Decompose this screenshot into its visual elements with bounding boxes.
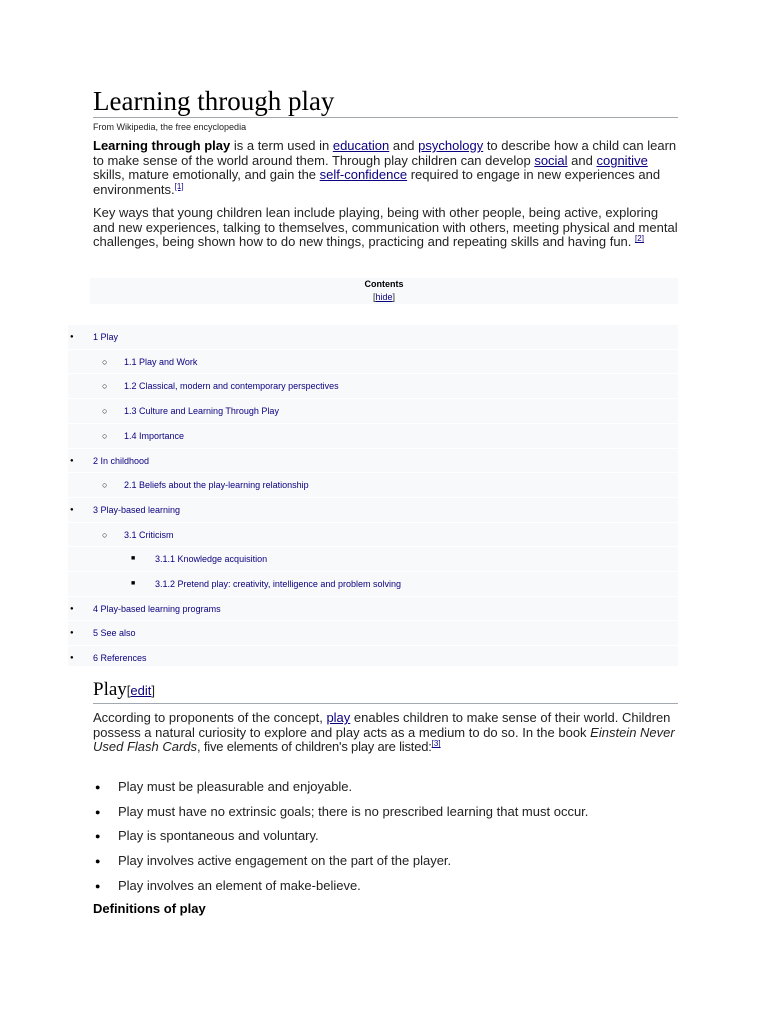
toc-header — [90, 278, 678, 304]
toc-link[interactable]: 1.3 Culture and Learning Through Play — [124, 406, 279, 417]
bullet-icon: ● — [95, 880, 101, 891]
toc-bullet-icon: ○ — [102, 381, 108, 392]
toc-hide-toggle — [90, 290, 678, 304]
list-item-text: Play must be pleasurable and enjoyable. — [118, 779, 353, 794]
key-ways-text: Key ways that young children lean include playing, being with other people, being active, exploring and new experiences, talking to themselves, communication with others, meeting physical and mental challenges, being shown how to do new things, practicing and repeating skills and having fun. — [93, 205, 678, 250]
play-paragraph — [93, 711, 678, 755]
toc-item — [68, 398, 678, 424]
toc-item — [68, 645, 678, 671]
list-item-text: Play must have no extrinsic goals; there is no prescribed learning that must occur. — [118, 803, 589, 819]
list-item — [93, 824, 678, 849]
key-ways-paragraph — [93, 206, 678, 250]
toc-bullet-icon: ● — [70, 605, 74, 612]
bracket: [ — [126, 683, 131, 698]
reference-link-1[interactable]: [1] — [174, 181, 184, 191]
section-heading-play — [93, 678, 678, 704]
bullet-icon: ● — [95, 831, 101, 842]
list-item — [93, 874, 678, 899]
toc-item — [68, 497, 678, 523]
toc-link[interactable]: 1.4 Importance — [124, 430, 185, 441]
play-text: According to proponents of the concept, — [93, 710, 327, 725]
play-text: , five elements of children's play are listed: — [197, 739, 432, 755]
intro-text: skills, mature emotionally, and gain the — [93, 167, 320, 183]
bullet-icon: ● — [95, 856, 101, 867]
toc-item — [68, 546, 678, 572]
toc-bullet-icon: ○ — [102, 480, 108, 491]
toc-link[interactable]: 3.1 Criticism — [124, 529, 174, 540]
list-item-text: Play involves an element of make-believe. — [118, 877, 361, 893]
toc-link[interactable]: 2.1 Beliefs about the play-learning relationship — [124, 480, 309, 491]
toc-item — [68, 373, 678, 399]
toc-bullet-icon: ● — [70, 506, 74, 513]
toc-bullet-icon: ■ — [131, 580, 136, 587]
toc-link[interactable]: 5 See also — [93, 628, 136, 639]
link-self-confidence[interactable]: self-confidence — [319, 167, 408, 183]
bracket: ] — [392, 292, 396, 302]
page-tagline: From Wikipedia, the free encyclopedia — [93, 122, 247, 132]
section-heading-text: Play — [93, 679, 127, 700]
intro-text: and — [389, 138, 419, 153]
toc-item — [68, 522, 678, 548]
intro-text: to describe how a child can learn to make sense of the world around them. Through play children can develop — [93, 138, 677, 168]
toc-item — [68, 423, 678, 449]
toc-link[interactable]: 3 Play-based learning — [93, 504, 181, 515]
toc-link[interactable]: 4 Play-based learning programs — [93, 603, 221, 614]
intro-paragraph — [93, 139, 678, 197]
play-elements-list — [93, 775, 678, 898]
bullet-icon: ● — [95, 806, 101, 817]
link-cognitive[interactable]: cognitive — [596, 152, 648, 168]
list-item — [93, 800, 678, 825]
link-play[interactable]: play — [326, 710, 351, 725]
toc-bullet-icon: ● — [70, 630, 74, 637]
list-item-text: Play involves active engagement on the part of the player. — [118, 853, 452, 869]
toc-item — [68, 596, 678, 622]
table-of-contents — [68, 324, 678, 666]
toc-link[interactable]: 6 References — [93, 653, 147, 664]
reference-link-3[interactable]: [3] — [431, 739, 441, 749]
bullet-icon: ● — [95, 782, 101, 792]
toc-item — [68, 349, 678, 375]
toc-item — [68, 472, 678, 498]
toc-bullet-icon: ○ — [102, 529, 108, 540]
toc-link[interactable]: 2 In childhood — [93, 455, 150, 466]
section-edit — [127, 683, 155, 698]
page-title: Learning through play — [93, 85, 678, 118]
toc-link[interactable]: 3.1.2 Pretend play: creativity, intelligence and problem solving — [155, 579, 401, 589]
toc-bullet-icon: ○ — [102, 430, 108, 441]
toc-link[interactable]: 1 Play — [93, 332, 119, 342]
link-psychology[interactable]: psychology — [418, 138, 484, 153]
toc-item — [68, 620, 678, 646]
definitions-heading: Definitions of play — [93, 901, 206, 916]
list-item — [93, 849, 678, 874]
bracket: [ — [372, 292, 376, 302]
toc-link[interactable]: 1.1 Play and Work — [124, 356, 198, 367]
toc-bullet-icon: ● — [70, 655, 74, 662]
toc-bullet-icon: ■ — [131, 555, 136, 563]
list-item — [93, 775, 678, 800]
toc-link[interactable]: 1.2 Classical, modern and contemporary perspectives — [124, 381, 339, 392]
link-education[interactable]: education — [332, 138, 390, 153]
toc-item — [68, 324, 678, 350]
list-item-text: Play is spontaneous and voluntary. — [118, 828, 319, 844]
toc-title: Contents — [364, 279, 404, 289]
bracket: ] — [151, 683, 155, 698]
toc-link[interactable]: 3.1.1 Knowledge acquisition — [155, 554, 268, 565]
toc-item — [68, 571, 678, 597]
book-title: Einstein Never Used Flash Cards — [93, 724, 675, 755]
intro-term: Learning through play — [93, 138, 231, 153]
intro-text: and — [567, 152, 597, 168]
reference-link-2[interactable]: [2] — [635, 234, 644, 244]
toc-item — [68, 448, 678, 474]
toc-bullet-icon: ○ — [102, 356, 108, 367]
play-text: enables children to make sense of their world. Children possess a natural curiosity to explore and play acts as a medium to do so. In the book — [93, 710, 671, 740]
toc-bullet-icon: ○ — [102, 406, 108, 417]
link-social[interactable]: social — [534, 152, 568, 168]
intro-text: is a term used in — [230, 138, 333, 153]
toc-bullet-icon: ● — [70, 457, 74, 464]
edit-link[interactable]: edit — [130, 683, 152, 698]
toc-bullet-icon: ● — [70, 334, 74, 340]
toc-hide-link[interactable]: hide — [375, 292, 393, 302]
intro-text: required to engage in new experiences and environments. — [93, 167, 661, 197]
